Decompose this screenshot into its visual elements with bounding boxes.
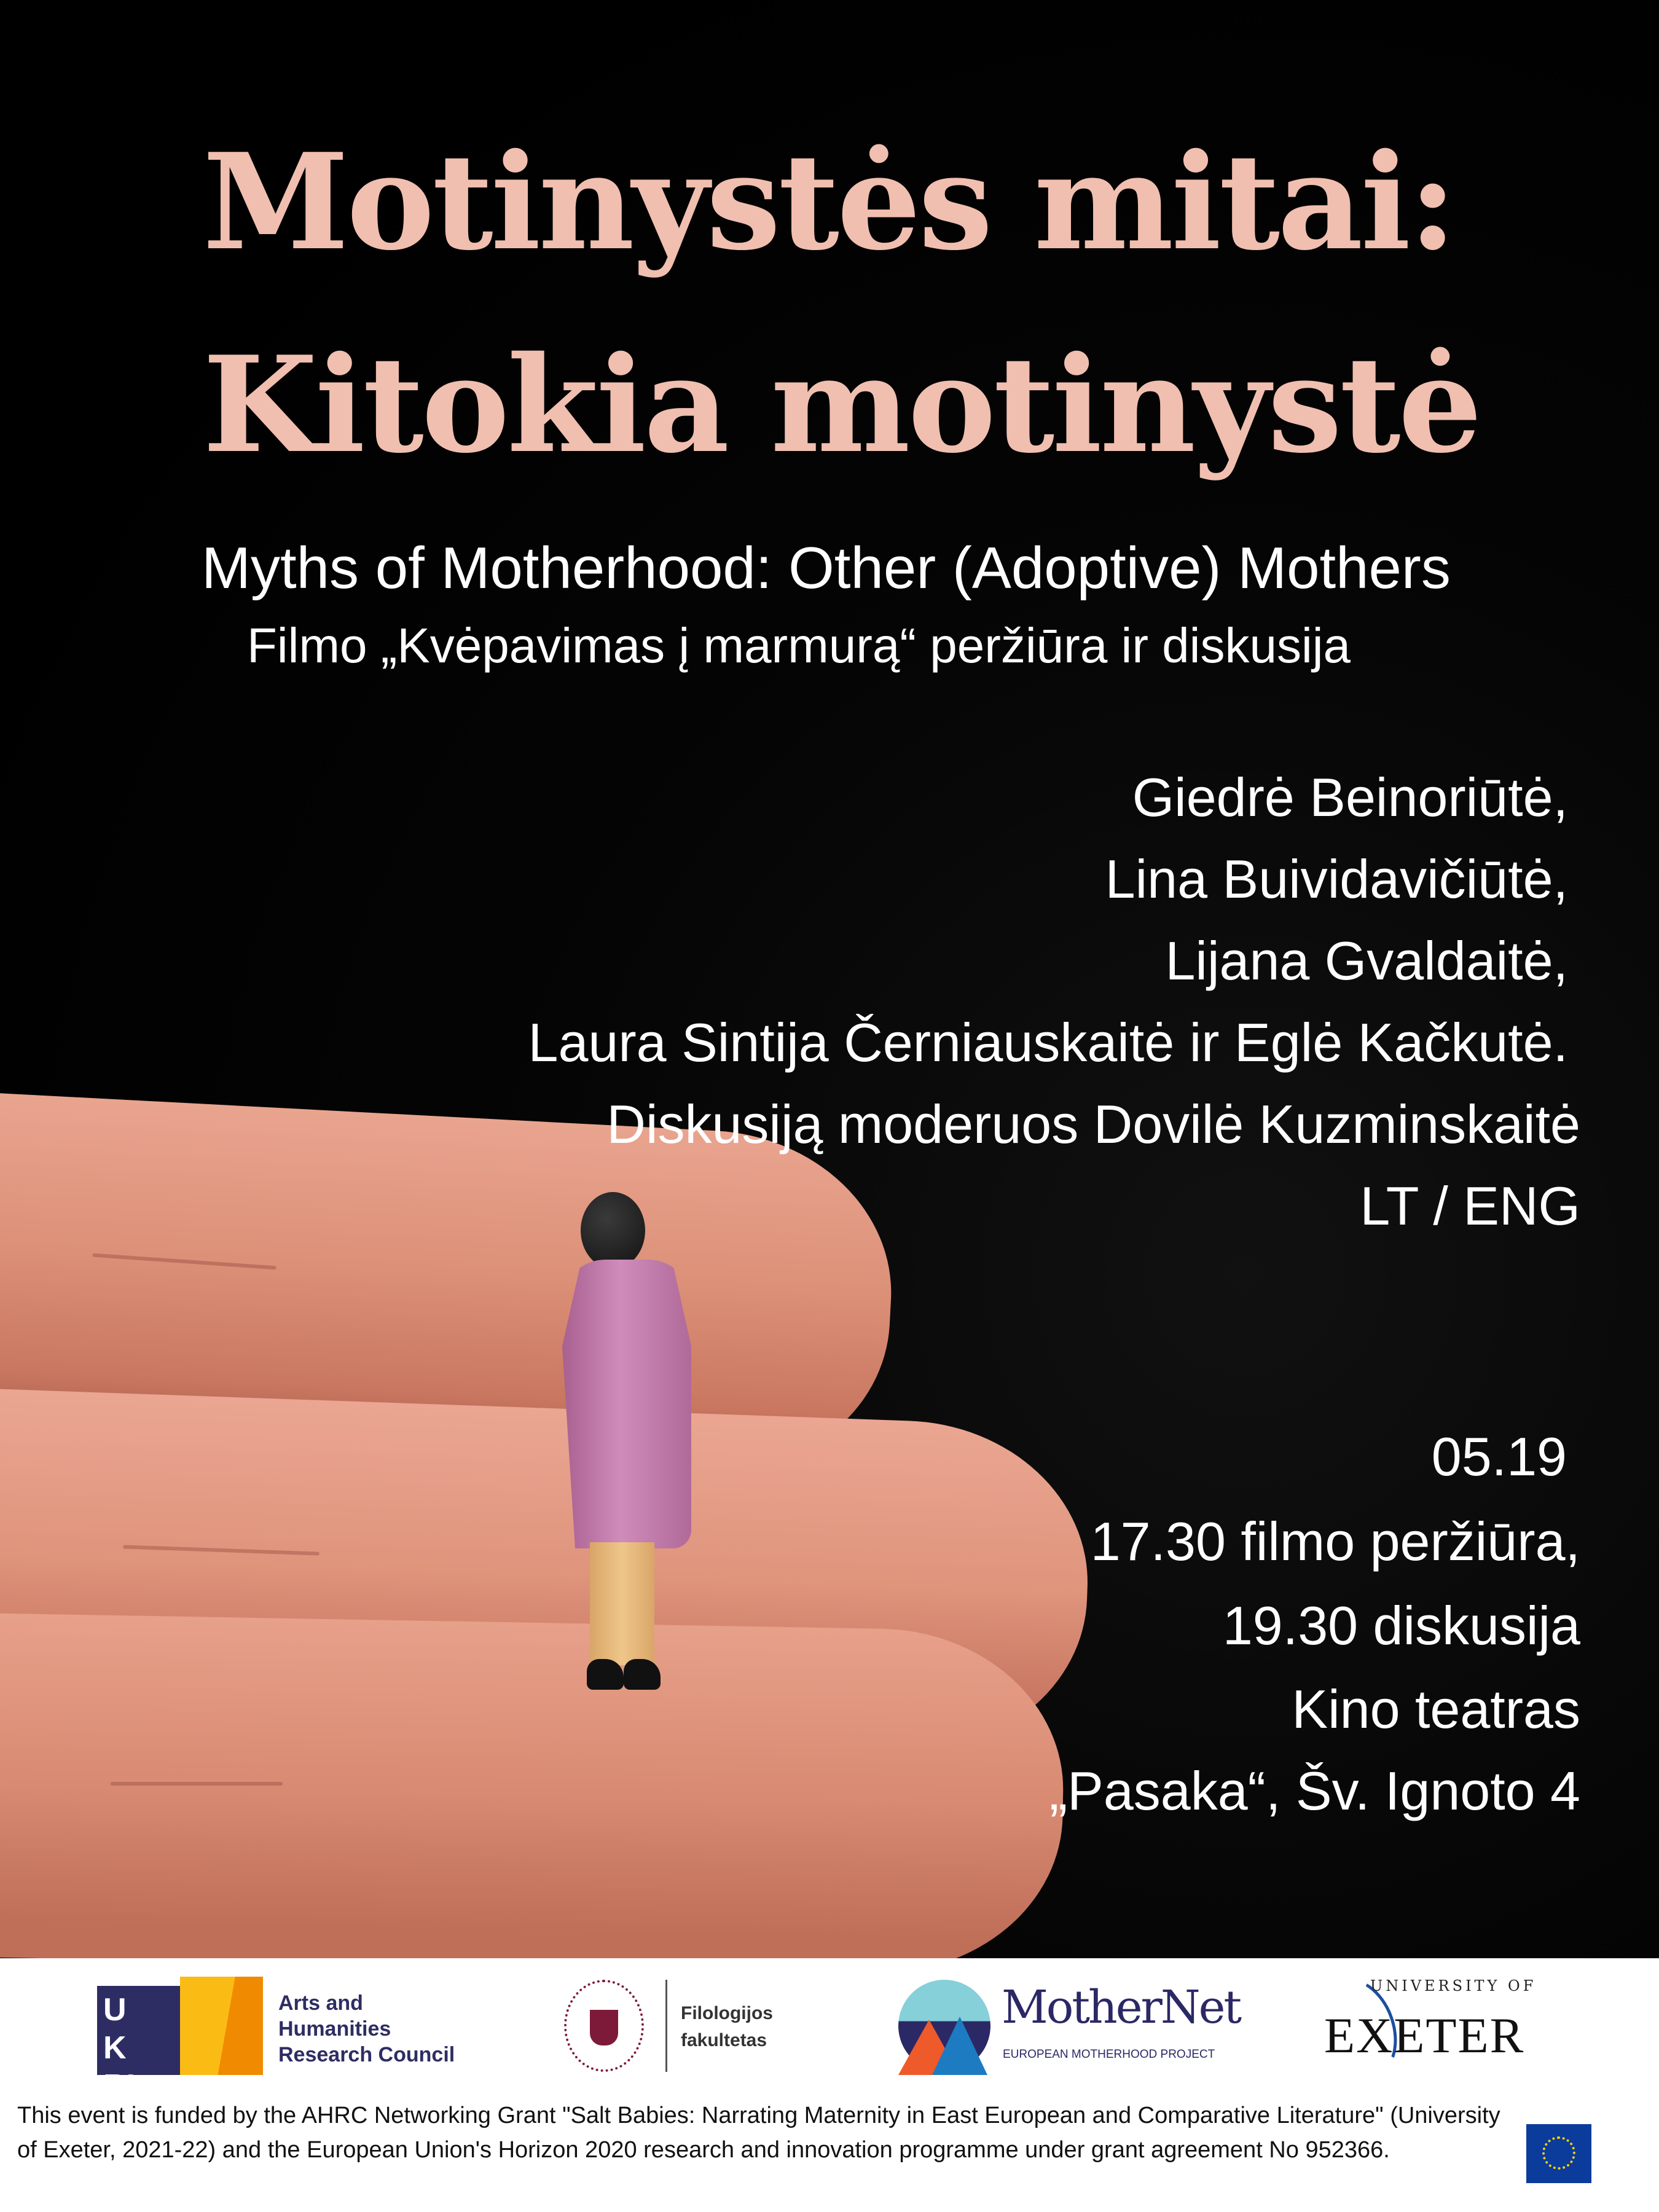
- ahrc-text: Arts and: [278, 1991, 363, 2015]
- screening-time: 17.30 filmo peržiūra,: [1090, 1511, 1580, 1572]
- eu-stars: [1542, 2136, 1575, 2170]
- vu-shield-icon: [590, 2010, 618, 2045]
- figure-legs: [590, 1542, 654, 1665]
- event-date: 05.19: [1431, 1426, 1567, 1487]
- ukri-color-block: [180, 1977, 263, 2075]
- subtitle-film: Filmo „Kvėpavimas į marmurą“ peržiūra ir diskusija: [247, 618, 1351, 673]
- exeter-top-text: UNIVERSITY OF: [1370, 1977, 1537, 1994]
- footer: [0, 1958, 1659, 2212]
- ukri-ahrc-logo: [97, 1977, 466, 2104]
- languages: LT / ENG: [1360, 1175, 1580, 1236]
- exeter-name: EXETER: [1324, 2007, 1525, 2063]
- eu-flag-icon: [1526, 2124, 1591, 2183]
- funding-statement: This event is funded by the AHRC Networking Grant "Salt Babies: Narrating Maternity in East European and Comparative Literature" (University of Exeter, 2021-22) and the European Union's Horizon 2020 research and innovation programme under grant agreement No 952366.: [17, 2103, 1500, 2163]
- ukri-mark: [97, 1986, 180, 2104]
- vu-seal: [564, 1980, 644, 2072]
- mothernet-name: MotherNet: [1002, 1981, 1241, 2034]
- university-of-exeter-logo: [1315, 1977, 1561, 2075]
- figure-pink-coat: [562, 1260, 691, 1548]
- figure-shoe: [624, 1659, 661, 1690]
- mothernet-tagline: EUROPEAN MOTHERHOOD PROJECT: [1003, 2048, 1215, 2061]
- faculty-text: fakultetas: [681, 2030, 767, 2050]
- mothernet-logo: [898, 1977, 1242, 2075]
- title-line-1: Motinystės mitai:: [203, 124, 1455, 280]
- participant: Giedrė Beinoriūtė,: [1132, 767, 1568, 828]
- figure-head: [581, 1192, 645, 1269]
- participant: Laura Sintija Černiauskaitė ir Eglė Kačkutė.: [528, 1012, 1568, 1073]
- skin-crease: [111, 1782, 283, 1786]
- venue-address: „Pasaka“, Šv. Ignoto 4: [1049, 1760, 1580, 1821]
- vilnius-university-logo: [564, 1977, 810, 2075]
- participant: Lina Buividavičiūtė,: [1105, 849, 1568, 909]
- faculty-text: Filologijos: [681, 2003, 773, 2023]
- divider: [665, 1980, 667, 2072]
- subtitle-english: Myths of Motherhood: Other (Adoptive) Mothers: [202, 535, 1451, 601]
- ahrc-text: Research Council: [278, 2043, 455, 2066]
- venue: Kino teatras: [1292, 1679, 1580, 1739]
- hand-finger-bottom: [0, 1612, 1066, 1976]
- mothernet-mountains-icon: [898, 1980, 990, 2072]
- moderator: Diskusiją moderuos Dovilė Kuzminskaitė: [606, 1094, 1580, 1155]
- miniature-woman-figure: [562, 1192, 740, 1702]
- ukri-mark-text: UKRI: [103, 1992, 135, 2104]
- title-line-2: Kitokia motinystė: [203, 327, 1480, 482]
- participant: Lijana Gvaldaitė,: [1165, 930, 1568, 991]
- ahrc-text: Humanities: [278, 2017, 391, 2041]
- discussion-time: 19.30 diskusija: [1222, 1595, 1580, 1656]
